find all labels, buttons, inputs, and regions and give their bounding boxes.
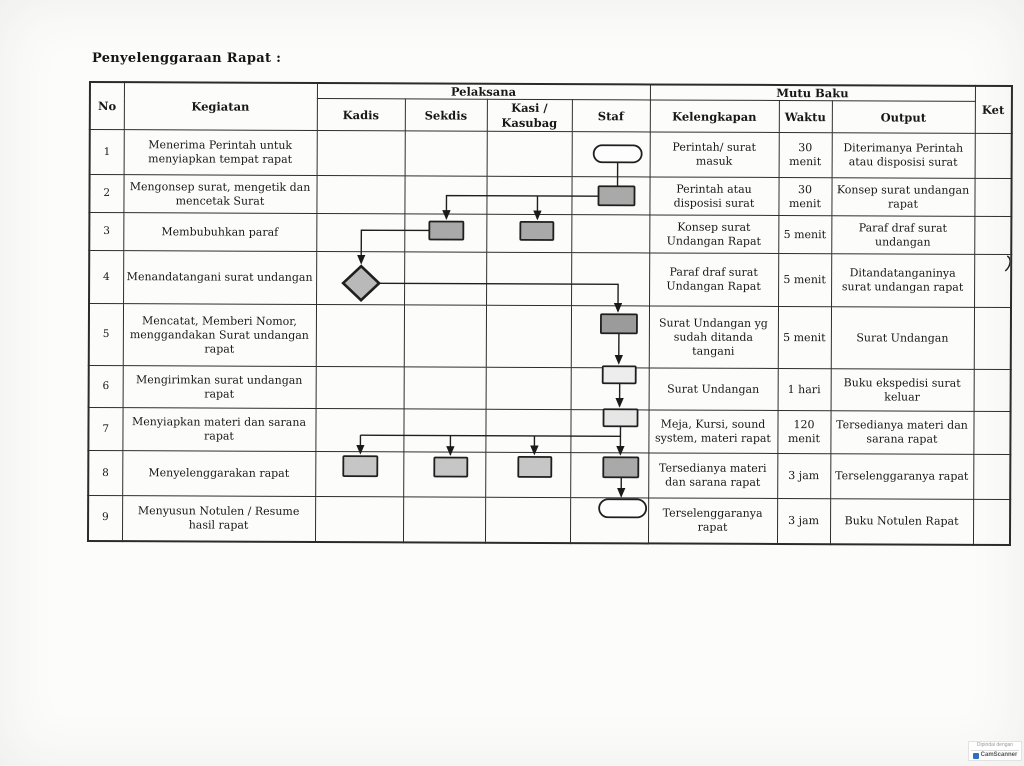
row-number: 7 — [88, 408, 122, 451]
row-number: 1 — [90, 130, 124, 175]
row-number: 4 — [89, 251, 123, 304]
ket-cell — [975, 133, 1012, 178]
col-header-waktu: Waktu — [779, 101, 832, 133]
row-number: 9 — [88, 496, 122, 541]
col-header-kegiatan: Kegiatan — [124, 82, 317, 130]
flow-cell-kadis — [317, 131, 405, 176]
flow-cell-kadis — [315, 497, 403, 542]
output-cell: Paraf draf surat undangan — [831, 216, 974, 255]
camscanner-icon — [973, 753, 979, 759]
col-header-output: Output — [832, 101, 975, 133]
group-header-mutu-baku: Mutu Baku — [650, 84, 975, 101]
waktu-cell: 30 menit — [778, 178, 831, 216]
table-row — [89, 213, 1011, 255]
flow-cell-staf — [571, 253, 649, 306]
output-cell: Terselenggaranya rapat — [830, 454, 973, 500]
row-number: 6 — [89, 366, 123, 408]
waktu-cell: 5 menit — [778, 216, 831, 254]
output-cell: Tersedianya materi dan sarana rapat — [830, 411, 973, 455]
col-header-ket: Ket — [975, 86, 1012, 134]
ket-cell — [973, 411, 1010, 454]
flow-cell-kadis — [315, 409, 403, 452]
ket-cell — [973, 454, 1010, 499]
ket-cell — [974, 254, 1011, 307]
col-header-kadis: Kadis — [317, 99, 405, 131]
kelengkapan-cell: Meja, Kursi, sound system, materi rapat — [648, 410, 777, 454]
flow-cell-kasubag — [485, 452, 570, 497]
flow-cell-staf — [570, 498, 648, 543]
flow-cell-staf — [571, 215, 649, 253]
activity-cell: Menerima Perintah untuk menyiapkan tempat rapat — [124, 130, 317, 176]
activity-cell: Mencatat, Memberi Nomor, menggandakan Surat undangan rapat — [123, 304, 316, 367]
flow-cell-kadis — [316, 176, 404, 214]
activity-cell: Mengonsep surat, mengetik dan mencetak Surat — [123, 175, 316, 214]
waktu-cell: 30 menit — [779, 133, 832, 178]
watermark-brand: CamScanner — [980, 752, 1018, 759]
kelengkapan-cell: Paraf draf surat Undangan Rapat — [649, 253, 778, 307]
row-number: 2 — [89, 175, 123, 213]
page-title: Penyelenggaraan Rapat : — [92, 51, 282, 66]
camscanner-watermark — [968, 741, 1022, 761]
kelengkapan-cell: Perintah/ surat masuk — [650, 132, 779, 178]
group-header-pelaksana: Pelaksana — [317, 83, 650, 100]
waktu-cell: 3 jam — [777, 454, 830, 499]
activity-cell: Menyiapkan materi dan sarana rapat — [122, 408, 315, 452]
flow-cell-kasubag — [485, 409, 570, 452]
flow-cell-sekdis — [404, 214, 486, 252]
activity-cell: Mengirimkan surat undangan rapat — [123, 366, 316, 409]
sop-table — [87, 81, 1013, 546]
activity-cell: Menandatangani surat undangan — [123, 251, 316, 305]
flow-cell-sekdis — [404, 367, 486, 409]
table-row — [88, 451, 1010, 500]
activity-cell: Menyelenggarakan rapat — [122, 451, 315, 497]
col-header-no: No — [90, 82, 124, 130]
flow-cell-kasubag — [487, 131, 572, 176]
waktu-cell: 5 menit — [778, 254, 831, 307]
output-cell: Buku ekspedisi surat keluar — [831, 369, 974, 412]
table-row — [90, 130, 1012, 179]
flow-cell-sekdis — [405, 131, 487, 176]
table-row — [88, 496, 1010, 545]
col-header-kasi-kasubag: Kasi / Kasubag — [487, 100, 572, 132]
flow-cell-staf — [572, 132, 650, 177]
kelengkapan-cell: Tersedianya materi dan sarana rapat — [648, 453, 777, 499]
kelengkapan-cell: Perintah atau disposisi surat — [649, 177, 778, 216]
flow-cell-kasubag — [486, 305, 571, 367]
output-cell: Ditandatanganinya surat undangan rapat — [831, 254, 974, 308]
activity-cell: Membubuhkan paraf — [123, 213, 316, 252]
watermark-text: Dipindai dengan — [971, 743, 1019, 751]
waktu-cell: 120 menit — [777, 411, 830, 454]
ket-cell — [974, 369, 1011, 411]
row-number: 8 — [88, 451, 122, 496]
row-number: 5 — [89, 304, 123, 366]
kelengkapan-cell: Surat Undangan — [649, 368, 778, 411]
flow-cell-kadis — [316, 367, 404, 409]
flow-cell-kasubag — [486, 252, 571, 305]
flow-cell-staf — [570, 410, 648, 453]
flow-cell-sekdis — [404, 252, 486, 305]
activity-cell: Menyusun Notulen / Resume hasil rapat — [122, 496, 315, 542]
row-number: 3 — [89, 213, 123, 251]
flow-cell-sekdis — [403, 452, 485, 497]
sop-flowchart-table — [87, 81, 1011, 538]
flow-cell-sekdis — [404, 305, 486, 367]
kelengkapan-cell: Konsep surat Undangan Rapat — [649, 215, 778, 254]
ket-cell — [974, 178, 1011, 216]
ket-cell — [974, 216, 1011, 254]
flow-cell-kasubag — [486, 214, 571, 252]
col-header-kelengkapan: Kelengkapan — [650, 100, 779, 132]
col-header-staf: Staf — [572, 100, 650, 132]
table-row — [89, 251, 1011, 308]
output-cell: Surat Undangan — [831, 307, 974, 370]
flow-cell-sekdis — [403, 409, 485, 452]
waktu-cell: 5 menit — [778, 307, 831, 369]
flow-cell-kasubag — [485, 497, 570, 542]
flow-cell-kadis — [316, 305, 404, 367]
flow-cell-sekdis — [403, 497, 485, 542]
flow-cell-sekdis — [404, 176, 486, 214]
ket-cell — [974, 307, 1011, 369]
table-row — [88, 408, 1010, 455]
waktu-cell: 3 jam — [777, 499, 830, 544]
output-cell: Konsep surat undangan rapat — [831, 178, 974, 217]
table-row — [89, 304, 1011, 370]
kelengkapan-cell: Surat Undangan yg sudah ditanda tangani — [649, 306, 778, 369]
flow-cell-kadis — [316, 252, 404, 305]
flow-cell-kadis — [316, 214, 404, 252]
table-row — [89, 175, 1011, 217]
output-cell: Diterimanya Perintah atau disposisi surat — [832, 133, 975, 179]
ket-cell — [973, 499, 1010, 544]
flow-cell-staf — [571, 306, 649, 368]
flow-cell-staf — [571, 177, 649, 215]
waktu-cell: 1 hari — [778, 369, 831, 411]
output-cell: Buku Notulen Rapat — [830, 499, 973, 545]
kelengkapan-cell: Terselenggaranya rapat — [648, 498, 777, 544]
flow-cell-kasubag — [486, 176, 571, 214]
flow-cell-kadis — [315, 452, 403, 497]
flow-cell-kasubag — [486, 367, 571, 409]
table-row — [89, 366, 1011, 412]
col-header-sekdis: Sekdis — [405, 99, 487, 131]
flow-cell-staf — [570, 453, 648, 498]
flow-cell-staf — [571, 368, 649, 410]
